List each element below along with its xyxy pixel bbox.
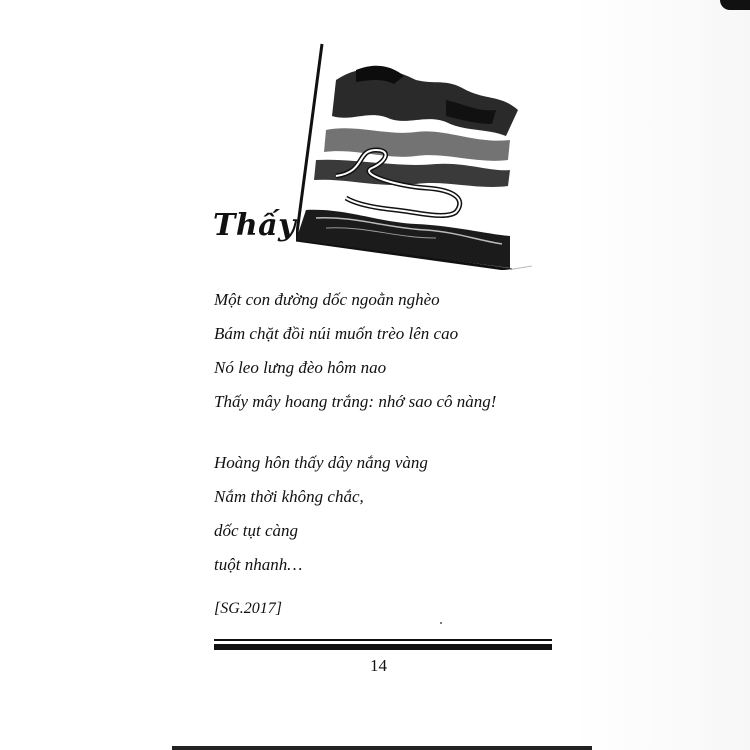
poem-line: Nắm thời không chắc, [214, 487, 364, 506]
ink-speck [440, 622, 442, 624]
poem-line: tuột nhanh… [214, 555, 303, 574]
corner-shadow [720, 0, 750, 10]
page-number: 14 [370, 656, 387, 675]
poem-line: Bám chặt đồi núi muốn trèo lên cao [214, 324, 459, 343]
poem-line: dốc tụt càng [214, 521, 299, 540]
stanza-2 [214, 446, 496, 582]
page-bottom-edge [172, 746, 592, 750]
poem-line: Một con đường dốc ngoằn nghèo [214, 290, 440, 309]
poem-title: Thấy [213, 208, 297, 243]
footer-divider-thin [214, 639, 552, 641]
poem-line: Thấy mây hoang trắng: nhớ sao cô nàng! [214, 392, 497, 411]
poem-body [214, 283, 496, 582]
poem-line: Hoàng hôn thấy dây nắng vàng [214, 453, 428, 472]
page-edge [572, 0, 750, 750]
stanza-1 [214, 283, 496, 419]
poem-line: Nó leo lưng đèo hôm nao [214, 358, 387, 377]
poem-date-signature: [SG.2017] [214, 600, 283, 617]
mountain-road-illustration [296, 40, 532, 270]
stanza-gap [214, 419, 496, 446]
footer-divider-thick [214, 644, 552, 650]
